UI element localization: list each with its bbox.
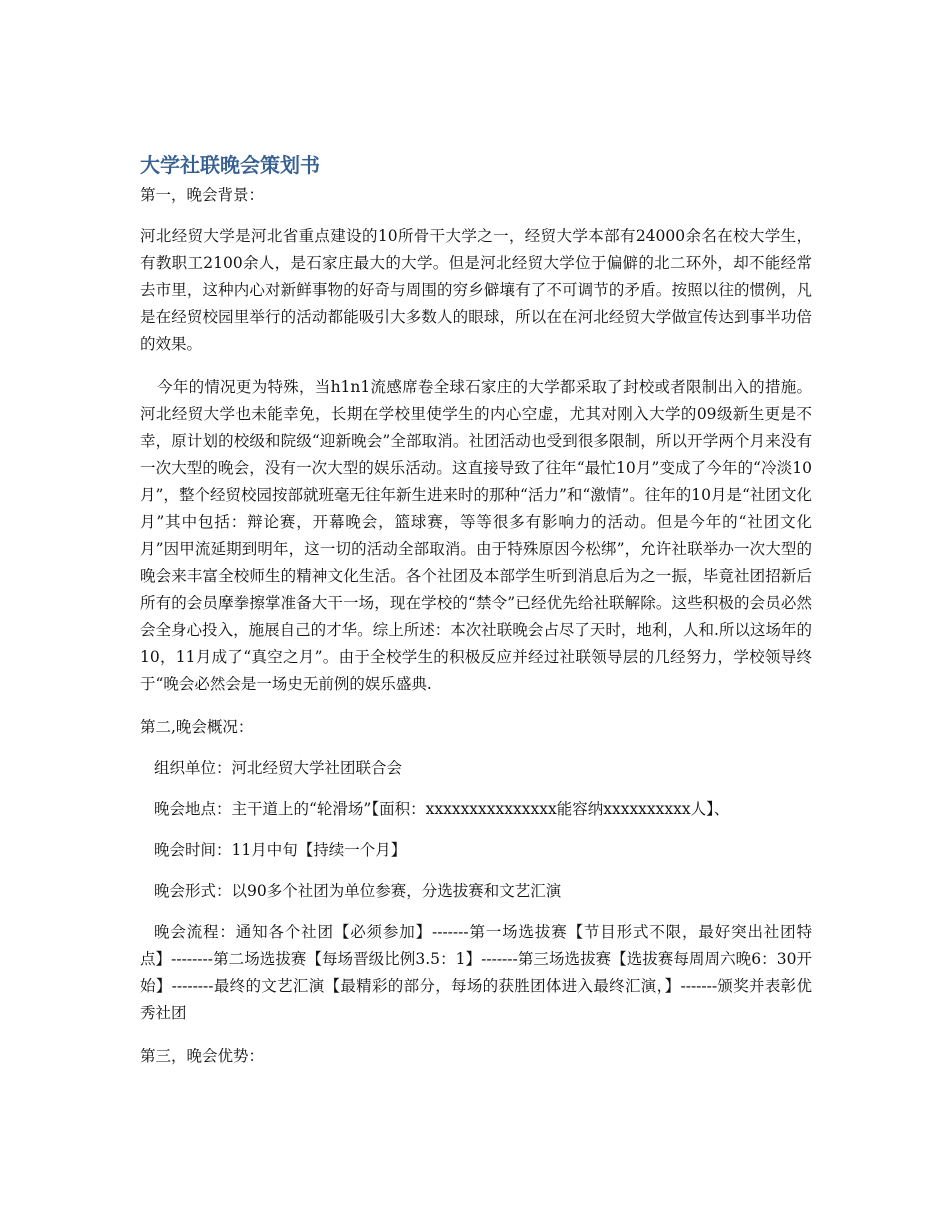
venue-line: 晚会地点：主干道上的“轮滑场”【面积：xxxxxxxxxxxxxxx能容纳xxxxxxxxxx人】、 xyxy=(154,800,730,818)
organizer-line: 组织单位：河北经贸大学社团联合会 xyxy=(154,759,403,777)
process-paragraph: 晚会流程：通知各个社团【必须参加】-------第一场选拔赛【节目形式不限，最好突出社团特点】--------第二场选拔赛【每场晋级比例3.5：1】-------第三场选拔赛【选拔赛每周周六晚6：30开始】--------最终的文艺汇演【最精彩的部分，每场的获胜团体进入最终汇演，】-------颁奖并表彰优秀社团 xyxy=(140,923,812,1022)
time-line: 晚会时间：11月中旬【持续一个月】 xyxy=(154,841,407,859)
document-page xyxy=(140,150,812,1070)
section2-heading: 第二,晚会概况： xyxy=(140,718,254,736)
format-line: 晚会形式：以90多个社团为单位参赛，分选拔赛和文艺汇演 xyxy=(154,882,562,900)
document-title: 大学社联晚会策划书 xyxy=(140,153,320,177)
section3-heading: 第三，晚会优势： xyxy=(140,1047,265,1065)
background-paragraph-2: 今年的情况更为特殊，当h1n1流感席卷全球石家庄的大学都采取了封校或者限制出入的措施。河北经贸大学也未能幸免，长期在学校里使学生的内心空虚，尤其对刚入大学的09级新生更是不幸，原计划的校级和院级“迎新晚会”全部取消。社团活动也受到很多限制，所以开学两个月来没有一次大型的晚会，没有一次大型的娱乐活动。这直接导致了往年“最忙10月”变成了今年的“冷淡10月”，整个经贸校园按部就班毫无往年新生进来时的那种“活力”和“激情”。往年的10月是“社团文化月”其中包括：辩论赛，开幕晚会，篮球赛，等等很多有影响力的活动。但是今年的“社团文化月”因甲流延期到明年，这一切的活动全部取消。由于特殊原因今松绑”，允许社联举办一次大型的晚会来丰富全校师生的精神文化生活。各个社团及本部学生听到消息后为之一振，毕竟社团招新后所有的会员摩拳擦掌准备大干一场，现在学校的“禁令”已经优先给社联解除。这些积极的会员必然会全身心投入，施展自己的才华。综上所述：本次社联晚会占尽了天时，地利，人和.所以这场年的10，11月成了“真空之月”。由于全校学生的积极反应并经过社联领导层的几经努力，学校领导终于“晚会必然会是一场史无前例的娱乐盛典. xyxy=(140,378,812,693)
background-paragraph-1: 河北经贸大学是河北省重点建设的10所骨干大学之一，经贸大学本部有24000余名在校大学生，有教职工2100余人，是石家庄最大的大学。但是河北经贸大学位于偏僻的北二环外，却不能经常去市里，这种内心对新鲜事物的好奇与周围的穷乡僻壤有了不可调节的矛盾。按照以往的惯例，凡是在经贸校园里举行的活动都能吸引大多数人的眼球，所以在在河北经贸大学做宣传达到事半功倍的效果。 xyxy=(140,227,812,353)
section1-heading: 第一，晚会背景： xyxy=(140,186,265,204)
